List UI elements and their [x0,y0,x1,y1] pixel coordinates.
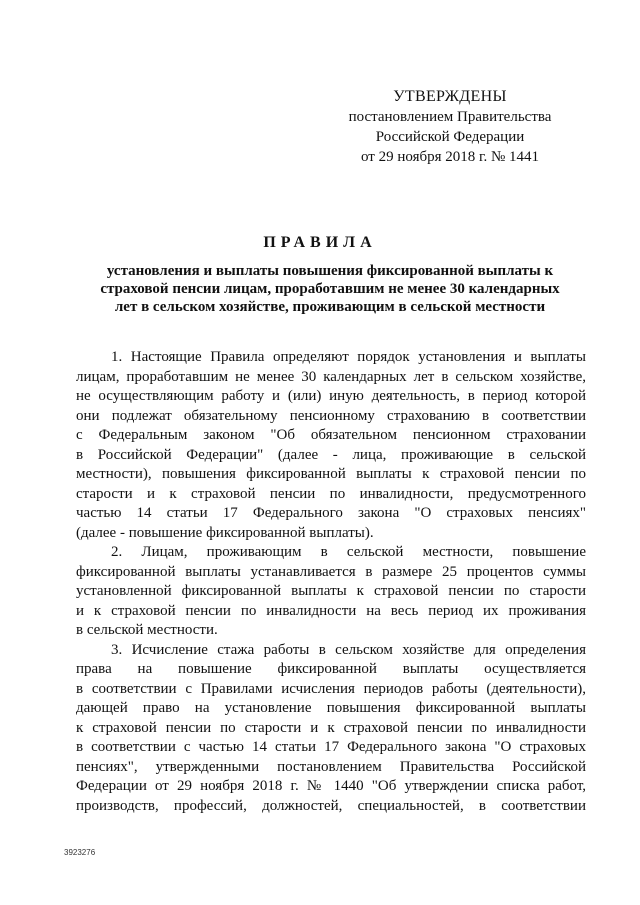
paragraph-line: права на повышение фиксированной выплаты осуществляется [76,661,586,677]
paragraph-1 [76,348,586,543]
paragraph-line: (далее - повышение фиксированной выплаты). [76,524,374,541]
paragraph-line: частью 14 статьи 17 Федерального закона "О страховых пенсиях" [76,505,586,521]
subtitle-line-2: страховой пенсии лицам, проработавшим не менее 30 календарных [100,281,560,297]
paragraph-line: не осуществляющим работу и (или) иную деятельность, в период которой [76,388,586,404]
paragraph-line: в Российской Федерации" (далее - лица, проживающие в сельской [76,446,586,463]
paragraph-line: 2. Лицам, проживающим в сельской местности, повышение [111,544,586,560]
paragraph-line: к страховой пенсии по старости и к страховой пенсии по инвалидности [76,719,586,736]
approval-line-1: постановлением Правительства [348,109,552,125]
paragraph-line: фиксированной выплаты устанавливается в размере 25 процентов суммы [76,563,586,580]
approval-block [330,87,570,167]
paragraph-3 [76,641,586,817]
paragraph-line: Федерации от 29 ноября 2018 г. № 1440 "Об утверждении списка работ, [76,778,586,794]
paragraph-line: в сельской местности. [76,622,218,638]
approval-line-3: от 29 ноября 2018 г. № 1441 [360,149,540,165]
approval-line-2: Российской Федерации [375,129,525,145]
document-body [76,348,586,816]
paragraph-line: установленной фиксированной выплаты к страховой пенсии по старости [76,583,586,599]
paragraph-line: с Федеральным законом "Об обязательном пенсионном страховании [76,427,586,443]
paragraph-line: производств, профессий, должностей, специальностей, в соответствии [76,797,586,814]
approval-heading: УТВЕРЖДЕНЫ [393,88,507,105]
document-subtitle [75,262,585,316]
subtitle-line-3: лет в сельском хозяйстве, проживающим в сельской местности [114,299,546,315]
paragraph-2 [76,543,586,641]
paragraph-line: местности), повышения фиксированной выплаты к страховой пенсии по [76,466,586,482]
document-code: 3923276 [64,848,96,857]
paragraph-line: дающей право на установление повышения фиксированной выплаты [76,700,586,716]
paragraph-line: в соответствии с частью 14 статьи 17 Федерального закона "О страховых [76,739,586,755]
paragraph-line: старости и к страховой пенсии по инвалидности, предусмотренного [76,485,586,502]
paragraph-line: лицам, проработавшим не менее 30 календарных лет в сельском хозяйстве, [76,368,586,385]
paragraph-line: 3. Исчисление стажа работы в сельском хозяйстве для определения [111,641,586,658]
paragraph-line: они подлежат обязательному пенсионному страхованию в соответствии [76,407,586,424]
document-title: ПРАВИЛА [263,234,377,251]
paragraph-line: пенсиях", утвержденными постановлением Правительства Российской [76,758,586,775]
paragraph-line: 1. Настоящие Правила определяют порядок установления и выплаты [111,349,586,365]
paragraph-line: и к страховой пенсии по инвалидности на весь период их проживания [76,602,586,619]
paragraph-line: в соответствии с Правилами исчисления периодов работы (деятельности), [76,680,586,697]
subtitle-line-1: установления и выплаты повышения фиксированной выплаты к [106,263,554,279]
